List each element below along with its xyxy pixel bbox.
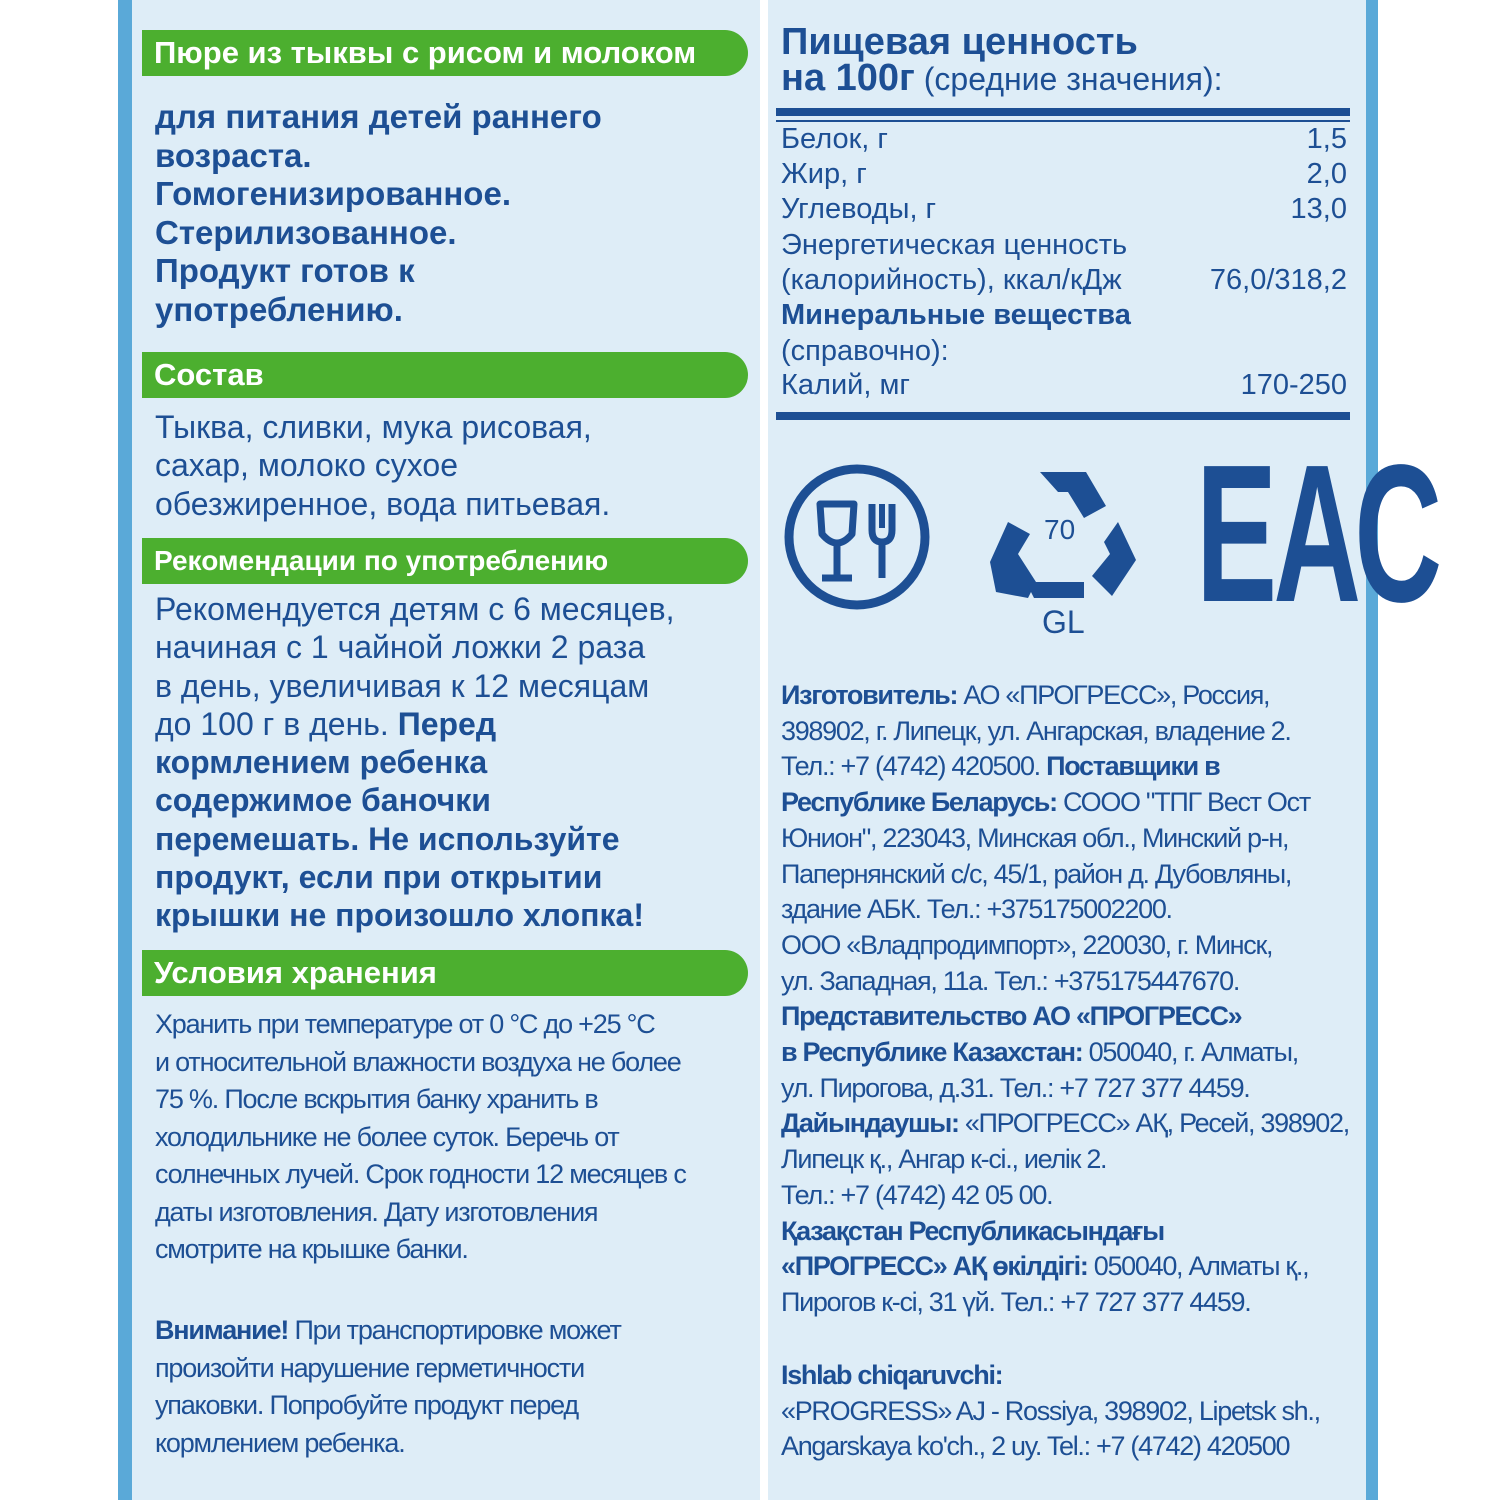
storage-line: Хранить при температуре от 0 °С до +25 °С [155, 1009, 655, 1039]
intro-line: возраста. [155, 136, 312, 174]
nutrient-label: Белок, г [781, 123, 888, 155]
nutrient-value: 2,0 [1306, 158, 1347, 190]
recommend-line: Рекомендуется детям с 6 месяцев, [155, 591, 675, 627]
attention-line: произойти нарушение герметичности [155, 1352, 584, 1383]
minerals-sub: (справочно): [781, 335, 949, 367]
eac-mark: ЕАС [1196, 424, 1439, 643]
nutrition-title [781, 21, 1223, 99]
recommend-line4-regular: до 100 г в день. [155, 705, 389, 742]
mfr-line [781, 1071, 1349, 1107]
mfr-text: Папернянский с/с, 45/1, район д. Дубовляны, [781, 858, 1292, 889]
intro-line: Гомогенизированное. [155, 175, 511, 212]
nutrition-title-line2 [781, 57, 1223, 99]
attention-label: Внимание! [155, 1315, 289, 1345]
energy-label-2: (калорийность), ккал/кДж [781, 264, 1122, 296]
energy-row [781, 263, 1347, 298]
composition-header: Состав [142, 352, 748, 398]
intro-line: для питания детей раннего [155, 98, 602, 135]
product-title-bar: Пюре из тыквы с рисом и молоком [142, 30, 748, 76]
energy-label-row [781, 228, 1347, 263]
nutrition-bottom-rule [776, 412, 1350, 420]
mfr-text: АО «ПРОГРЕСС», Россия, [957, 680, 1270, 710]
recommend-bold-line: продукт, если при открытии [155, 859, 603, 896]
nutrition-row [781, 122, 1347, 157]
mfr-text: 050040, г. Алматы, [1082, 1037, 1298, 1068]
composition-text [155, 408, 610, 523]
mfr-label: Изготовитель: [781, 680, 958, 710]
mfr-text: 050040, Алматы қ., [1087, 1251, 1309, 1282]
mfr-text: Тел.: +7 (4742) 42 05 00. [781, 1179, 1053, 1210]
nutrient-value: 1,5 [1306, 123, 1347, 155]
nutrition-per-100g: на 100г [781, 57, 915, 99]
left-edge-strip [118, 0, 132, 1500]
mfr-label: в Республике Казахстан: [781, 1037, 1083, 1068]
recycle-code: 70 [1044, 514, 1076, 545]
intro-text [155, 98, 602, 329]
mfr-text: 398902, г. Липецк, ул. Ангарская, владение 2. [781, 715, 1291, 746]
nutrient-value: 13,0 [1290, 193, 1347, 225]
mfr-text: Пирогов к-сі, 31 үй. Тел.: +7 727 377 4459. [781, 1286, 1251, 1317]
attention-line [155, 1312, 621, 1350]
attention-line: кормлением ребенка. [155, 1427, 405, 1458]
mfr-label: Республике Беларусь: [781, 787, 1057, 818]
mfr-line [781, 1106, 1349, 1142]
nutrient-label: Жир, г [781, 158, 867, 190]
intro-line: Продукт готов к [155, 252, 415, 289]
mfr-line [781, 1035, 1349, 1071]
recommend-line [155, 705, 675, 743]
recommendations-text [155, 590, 675, 935]
mfr-line [781, 1178, 1349, 1214]
potassium-row [781, 368, 1347, 403]
recommend-line: начиная с 1 чайной ложки 2 раза [155, 629, 646, 666]
mfr-text: «ПРОГРЕСС» АҚ, Ресей, 398902, [958, 1108, 1349, 1139]
minerals-heading [781, 298, 1347, 333]
uz-line: «PROGRESS» AJ - Rossiya, 398902, Lipetsk sh., [781, 1395, 1320, 1426]
mfr-label: Поставщики в [1039, 751, 1220, 782]
mfr-line [781, 928, 1349, 964]
mfr-line [781, 999, 1349, 1035]
intro-line: Стерилизованное. [155, 213, 457, 251]
mfr-text: Липецк қ., Ангар к-сі., иелік 2. [781, 1144, 1107, 1175]
energy-label-1: Энергетическая ценность [781, 229, 1128, 261]
mfr-label: «ПРОГРЕСС» АҚ өкілдігі: [781, 1251, 1088, 1282]
energy-value: 76,0/318,2 [1209, 264, 1347, 296]
recommend-line4-bold: Перед [397, 705, 497, 742]
nutrition-title-line1: Пищевая ценность [781, 21, 1138, 63]
minerals-sub-row [781, 334, 1347, 369]
food-contact-icon [782, 462, 932, 612]
mfr-text: здание АБК. Тел.: +375175002200. [781, 894, 1172, 925]
mfr-text: ООО «Владпродимпорт», 220030, г. Минск, [781, 929, 1273, 960]
mfr-text: СООО "ТПГ Вест Ост [1056, 787, 1310, 818]
mfr-text: ул. Западная, 11а. Тел.: +375175447670. [781, 965, 1240, 996]
recycle-material: GL [1042, 604, 1085, 640]
storage-line: и относительной влажности воздуха не более [155, 1046, 681, 1077]
storage-line: солнечных лучей. Срок годности 12 месяцев с [155, 1159, 686, 1189]
mfr-line [781, 678, 1349, 714]
minerals-label: Минеральные вещества [781, 299, 1131, 331]
recommend-line: в день, увеличивая к 12 месяцам [155, 667, 650, 704]
potassium-value: 170-250 [1240, 369, 1347, 401]
mfr-label: Қазақстан Республикасындағы [781, 1215, 1164, 1246]
mfr-line [781, 785, 1349, 821]
mfr-line [781, 749, 1349, 785]
storage-line: смотрите на крышке банки. [155, 1234, 468, 1264]
recycle-icon [988, 464, 1138, 604]
mfr-text: Юнион", 223043, Минская обл., Минский р-н, [781, 822, 1289, 853]
storage-line: холодильнике не более суток. Беречь от [155, 1121, 619, 1152]
mfr-line [781, 714, 1349, 750]
nutrition-row [781, 157, 1347, 192]
uzbek-manufacturer [781, 1358, 1320, 1465]
mfr-line [781, 1285, 1349, 1321]
nutrition-row [781, 192, 1347, 227]
recommend-bold-line: содержимое баночки [155, 782, 491, 819]
mfr-text: ул. Пирогова, д.31. Тел.: +7 727 377 4459. [781, 1072, 1250, 1103]
uz-label: Ishlab chiqaruvchi: [781, 1360, 1003, 1390]
recommendations-header: Рекомендации по употреблению [142, 538, 748, 584]
uz-line: Angarskaya ko'ch., 2 uy. Tel.: +7 (4742) 420500 [781, 1431, 1290, 1462]
storage-line: 75 %. После вскрытия банку хранить в [155, 1084, 598, 1114]
storage-line: даты изготовления. Дату изготовления [155, 1196, 598, 1227]
composition-line: обезжиренное, вода питьевая. [155, 485, 611, 522]
mfr-text: Тел.: +7 (4742) 420500. [781, 751, 1040, 782]
manufacturer-info [781, 678, 1349, 1321]
recommend-bold-line: перемешать. Не используйте [155, 820, 620, 857]
storage-header: Условия хранения [142, 950, 748, 996]
mfr-line [781, 1142, 1349, 1178]
recommend-bold-line: крышки не произошло хлопка! [155, 897, 644, 934]
mfr-line [781, 821, 1349, 857]
recommend-bold-line: кормлением ребенка [155, 744, 488, 781]
attention-line: упаковки. Попробуйте продукт перед [155, 1390, 578, 1420]
mfr-line [781, 892, 1349, 928]
mfr-line [781, 857, 1349, 893]
storage-text [155, 1006, 686, 1269]
right-edge-strip [1366, 0, 1378, 1500]
nutrition-top-rule [776, 108, 1350, 116]
nutrition-average-note: (средние значения): [914, 61, 1223, 97]
intro-line: употреблению. [155, 290, 403, 328]
attention-text [155, 1312, 621, 1462]
composition-line: сахар, молоко сухое [155, 447, 459, 484]
nutrient-label: Углеводы, г [781, 193, 937, 225]
attention-first: При транспортировке может [288, 1315, 621, 1345]
mfr-line [781, 964, 1349, 1000]
mfr-label: Дайындаушы: [781, 1108, 959, 1139]
mfr-line [781, 1214, 1349, 1250]
potassium-label: Калий, мг [781, 369, 910, 401]
composition-line: Тыква, сливки, мука рисовая, [155, 409, 592, 445]
mfr-label: Представительство АО «ПРОГРЕСС» [781, 1001, 1242, 1032]
mfr-line [781, 1249, 1349, 1285]
